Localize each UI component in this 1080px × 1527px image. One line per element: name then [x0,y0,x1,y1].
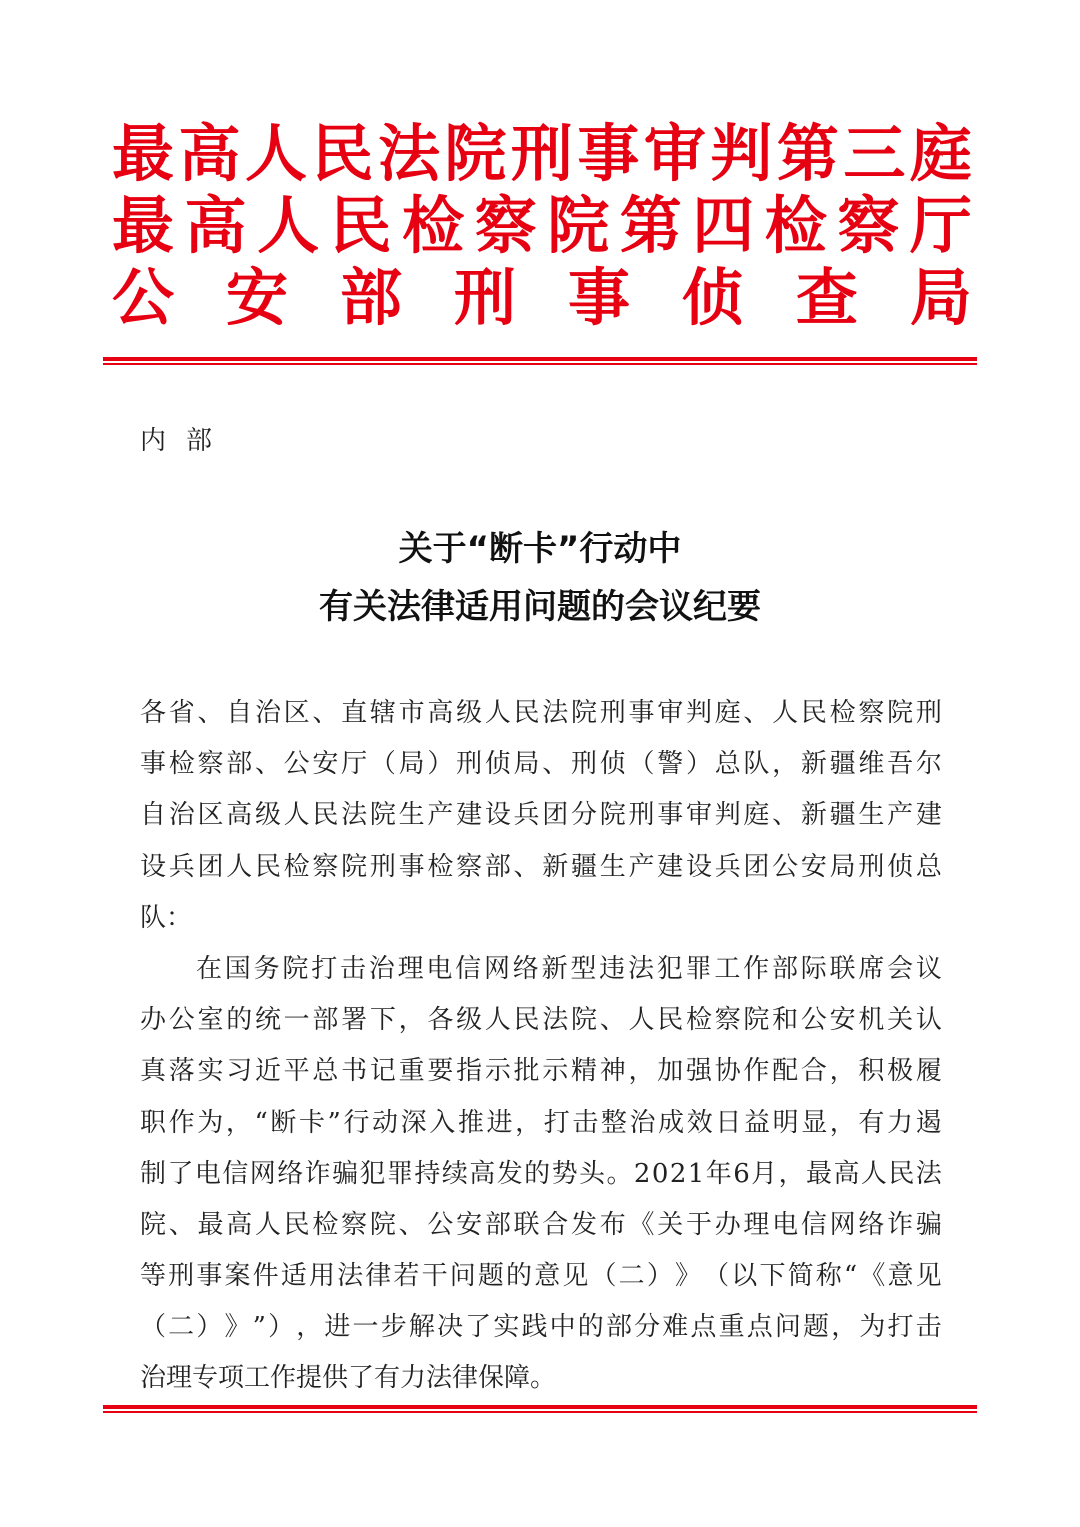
issuing-authorities-header [112,118,972,334]
addressee-block [140,688,942,944]
document-title [0,520,1080,636]
paragraph-1 [140,944,942,1405]
text-line: 队： [140,902,193,933]
text-line: 真 落 实 习 近 平 总 书 记 重 要 指 示 批 示 精 神 ， 加 强 协 作 配 合 ， 积 极 履 [140,1056,942,1087]
text-line: 设 兵 团 人 民 检 察 院 刑 事 检 察 部 、 新 疆 生 产 建 设 兵 团 公 安 局 刑 侦 总 [140,851,942,882]
header-line-1: 最 高 人 民 法 院 刑 事 审 判 第 三 庭 [112,117,972,190]
text-line: 办 公 室 的 统 一 部 署 下 ， 各 级 人 民 法 院 、 人 民 检 察 院 和 公 安 机 关 认 [140,1005,942,1036]
text-line: 事 检 察 部 、 公 安 厅 （ 局 ） 刑 侦 局 、 刑 侦 （ 警 ） 总 队 ， 新 疆 维 吾 尔 [140,749,942,780]
classification-mark: 内部 [140,426,233,456]
title-line-1: 关于“断卡”行动中 [398,529,682,569]
title-line-2: 有关法律适用问题的会议纪要 [319,587,761,627]
text-line: 等 刑 事 案 件 适 用 法 律 若 干 问 题 的 意 见 （ 二 ） 》 （ 以 下 简 称 “ 《 意 见 [140,1261,942,1292]
text-line: 院 、 最 高 人 民 检 察 院 、 公 安 部 联 合 发 布 《 关 于 办 理 电 信 网 络 诈 骗 [140,1209,942,1240]
text-line: 在 国 务 院 打 击 治 理 电 信 网 络 新 型 违 法 犯 罪 工 作 部 际 联 席 会 议 [196,953,942,984]
text-line: 职 作 为 ， “ 断 卡 ” 行 动 深 入 推 进 ， 打 击 整 治 成 效 日 益 明 显 ， 有 力 遏 [140,1107,942,1138]
top-red-rule [103,357,977,366]
bottom-red-rule [103,1405,977,1414]
header-line-2: 最 高 人 民 检 察 院 第 四 检 察 厅 [112,189,972,262]
document-body [140,688,942,1405]
text-line: 各 省 、 自 治 区 、 直 辖 市 高 级 人 民 法 院 刑 事 审 判 庭 、 人 民 检 察 院 刑 [140,698,942,728]
text-line: 制 了 电 信 网 络 诈 骗 犯 罪 持 续 高 发 的 势 头 。 2 0 2 1 年 6 月 ， 最 高 人 民 法 [140,1158,942,1189]
text-line: （ 二 ） 》 ” ） ， 进 一 步 解 决 了 实 践 中 的 部 分 难 点 重 点 问 题 ， 为 打 击 [140,1312,942,1343]
text-line: 自 治 区 高 级 人 民 法 院 生 产 建 设 兵 团 分 院 刑 事 审 判 庭 、 新 疆 生 产 建 [140,800,942,831]
header-line-3: 公 安 部 刑 事 侦 查 局 [112,261,972,334]
text-line: 治理专项工作提供了有力法律保障。 [140,1363,557,1394]
